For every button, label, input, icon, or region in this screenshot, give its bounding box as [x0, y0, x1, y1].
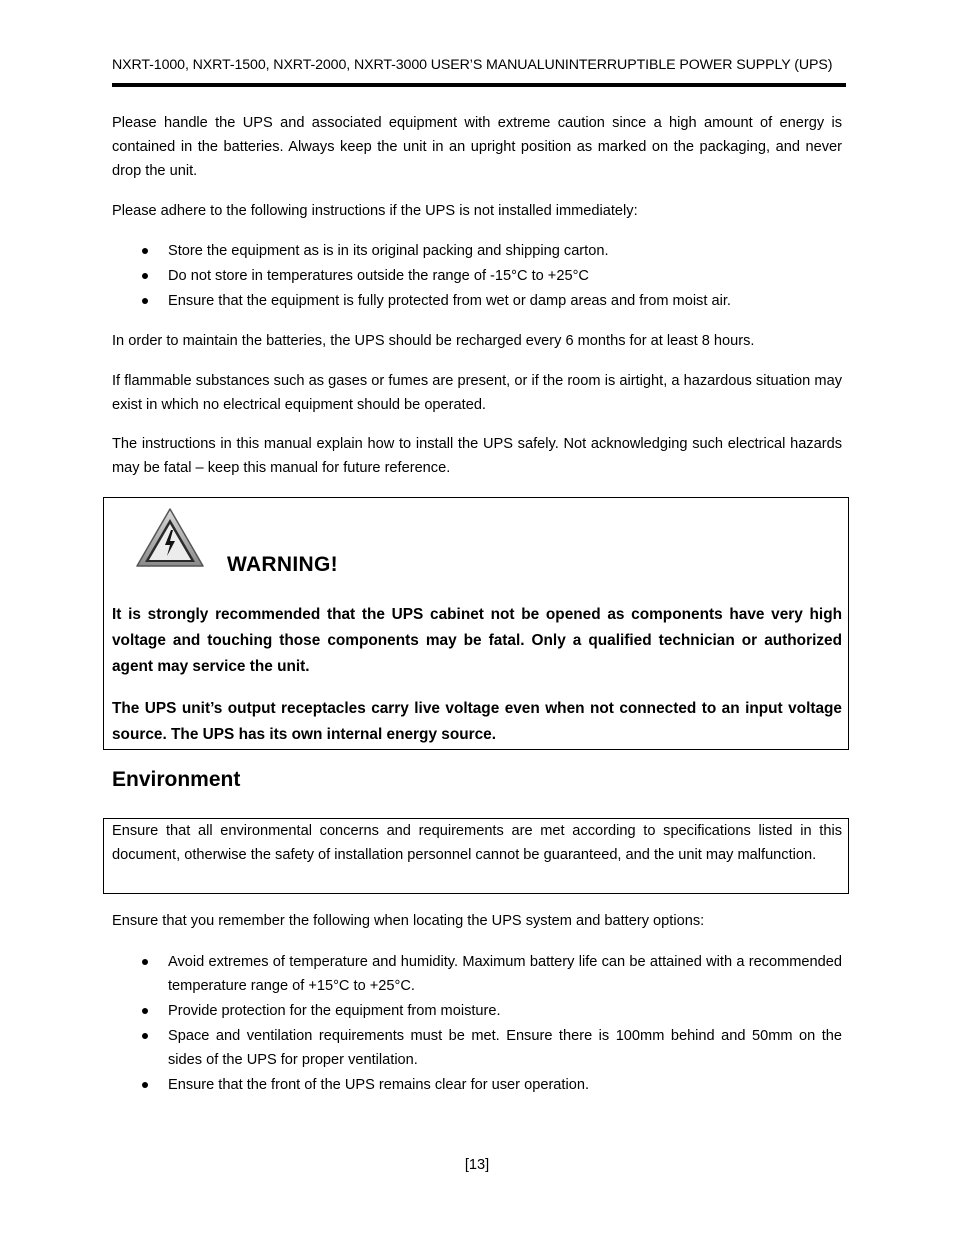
- running-header: NXRT-1000, NXRT-1500, NXRT-2000, NXRT-3000 USER’S MANUALUNINTERRUPTIBLE POWER SUPPLY (UPS): [112, 57, 833, 73]
- list-item: Provide protection for the equipment from moisture.: [112, 999, 842, 1023]
- bullet-icon: [142, 959, 148, 965]
- bullet-icon: [142, 248, 148, 254]
- list-item: Ensure that the equipment is fully protected from wet or damp areas and from moist air.: [112, 289, 842, 313]
- instructions-paragraph: The instructions in this manual explain how to install the UPS safely. Not acknowledging such electrical hazards may be fatal – keep this manual for future reference.: [112, 436, 842, 476]
- list-item: Store the equipment as is in its original packing and shipping carton.: [112, 239, 842, 263]
- bullet-icon: [142, 1082, 148, 1088]
- intro-paragraph-storage: Please adhere to the following instructions if the UPS is not installed immediately:: [112, 203, 638, 219]
- list-item: Ensure that the front of the UPS remains clear for user operation.: [112, 1073, 842, 1097]
- bullet-icon: [142, 1033, 148, 1039]
- warning-title: WARNING!: [227, 553, 338, 576]
- environment-bullet-list: [112, 950, 842, 1097]
- intro-paragraph-handling: Please handle the UPS and associated equipment with extreme caution since a high amount of energy is contained in the batteries. Always keep the unit in an upright position as marked on the packaging, and never drop the unit.: [112, 115, 842, 179]
- bullet-icon: [142, 1008, 148, 1014]
- flammable-paragraph: If flammable substances such as gases or fumes are present, or if the room is airtight, a hazardous situation may exist in which no electrical equipment should be operated.: [112, 373, 842, 413]
- battery-maintenance-paragraph: In order to maintain the batteries, the UPS should be recharged every 6 months for at least 8 hours.: [112, 333, 755, 349]
- bullet-icon: [142, 298, 148, 304]
- bullet-icon: [142, 273, 148, 279]
- environment-notice-text: Ensure that all environmental concerns and requirements are met according to specifications listed in this document, otherwise the safety of installation personnel cannot be guaranteed, and the unit may malfunction.: [112, 823, 842, 863]
- environment-notice-box: [103, 818, 849, 894]
- list-item: Do not store in temperatures outside the range of -15°C to +25°C: [112, 264, 842, 288]
- warning-box: [103, 497, 849, 750]
- header-rule: [112, 83, 846, 87]
- storage-bullet-list: [112, 239, 842, 313]
- environment-intro-paragraph: Ensure that you remember the following when locating the UPS system and battery options:: [112, 913, 705, 929]
- warning-text-receptacles: The UPS unit’s output receptacles carry live voltage even when not connected to an input voltage source. The UPS has its own internal energy source.: [112, 700, 842, 743]
- page-number: [13]: [464, 1157, 490, 1173]
- warning-text-cabinet: It is strongly recommended that the UPS cabinet not be opened as components have very high voltage and touching those components may be fatal. Only a qualified technician or authorized agent may service the unit.: [112, 606, 842, 675]
- high-voltage-warning-icon: [134, 506, 206, 570]
- section-heading-environment: Environment: [112, 768, 241, 791]
- list-item: Space and ventilation requirements must be met. Ensure there is 100mm behind and 50mm on the sides of the UPS for proper ventilation.: [112, 1024, 842, 1072]
- list-item: Avoid extremes of temperature and humidity. Maximum battery life can be attained with a recommended temperature range of +15°C to +25°C.: [112, 950, 842, 998]
